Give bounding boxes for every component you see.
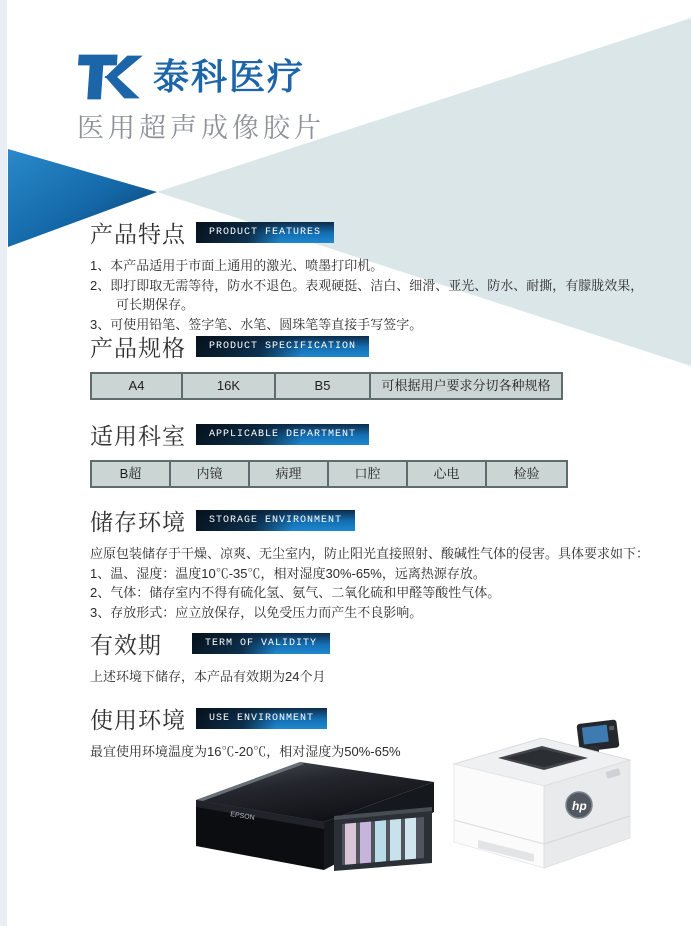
section-title: 产品规格: [90, 335, 186, 361]
section-title: 适用科室: [90, 423, 186, 449]
hp-printer-image: [438, 708, 648, 878]
company-name: 泰科医疗: [153, 56, 306, 97]
department-cell: B超: [92, 462, 171, 486]
section-badge: PRODUCT FEATURES: [196, 222, 334, 243]
epson-brand-label: EPSON: [229, 811, 255, 822]
feature-line: 1、本产品适用于市面上通用的激光、喷墨打印机。: [90, 258, 384, 273]
department-cell: 口腔: [329, 462, 408, 486]
storage-line: 3、存放形式：应立放保存，以免受压力而产生不良影响。: [90, 604, 423, 620]
section-title: 产品特点: [90, 221, 186, 247]
spec-cell: A4: [92, 374, 183, 398]
feature-line: 可长期保存。: [116, 297, 195, 312]
department-cell: 内镜: [171, 462, 250, 486]
spec-cell: 16K: [183, 374, 276, 398]
department-cell: 检验: [487, 462, 566, 486]
section-specification: [90, 330, 675, 400]
section-features: [90, 216, 675, 334]
tk-logo-icon: [75, 52, 143, 102]
spec-cell: B5: [276, 374, 371, 398]
section-storage: [90, 504, 675, 622]
department-cell: 心电: [408, 462, 487, 486]
product-subtitle: 医用超声成像胶片: [77, 113, 325, 143]
section-badge: USE ENVIRONMENT: [196, 708, 327, 729]
usage-line: 最宜使用环境温度为16℃-20℃，相对湿度为50%-65%: [90, 744, 401, 759]
section-badge: APPLICABLE DEPARTMENT: [196, 424, 369, 445]
validity-line: 上述环境下储存，本产品有效期为24个月: [90, 669, 326, 684]
spec-table: [90, 372, 563, 400]
section-title: 使用环境: [90, 707, 186, 733]
section-badge: TERM OF VALIDITY: [192, 633, 330, 654]
storage-line: 应原包装储存于干燥、凉爽、无尘室内，防止阳光直接照射、酸碱性气体的侵害。具体要求如下：: [90, 546, 650, 561]
storage-line: 2、气体：储存室内不得有硫化氢、氨气、二氧化硫和甲醛等酸性气体。: [90, 585, 501, 600]
storage-line: 1、温、湿度：温度10℃-35℃，相对湿度30%-65%，远离热源存放。: [90, 565, 486, 581]
section-title: 有效期: [90, 632, 162, 658]
brand-header: [75, 52, 325, 145]
department-cell: 病理: [250, 462, 329, 486]
spec-cell: 可根据用户要求分切各种规格: [371, 374, 561, 398]
section-validity: [90, 627, 675, 687]
hp-brand-label: hp: [572, 799, 587, 813]
section-department: [90, 418, 675, 488]
department-table: [90, 460, 568, 488]
section-title: 储存环境: [90, 509, 186, 535]
feature-line: 3、可使用铅笔、签字笔、水笔、圆珠笔等直接手写签字。: [90, 316, 423, 332]
section-badge: PRODUCT SPECIFICATION: [196, 336, 369, 357]
feature-line: 2、即打即取无需等待，防水不退色。表观硬挺、洁白、细滑、亚光、防水、耐撕，有朦胧效果，: [90, 277, 644, 293]
section-badge: STORAGE ENVIRONMENT: [196, 510, 355, 531]
epson-printer-image: [192, 750, 442, 875]
